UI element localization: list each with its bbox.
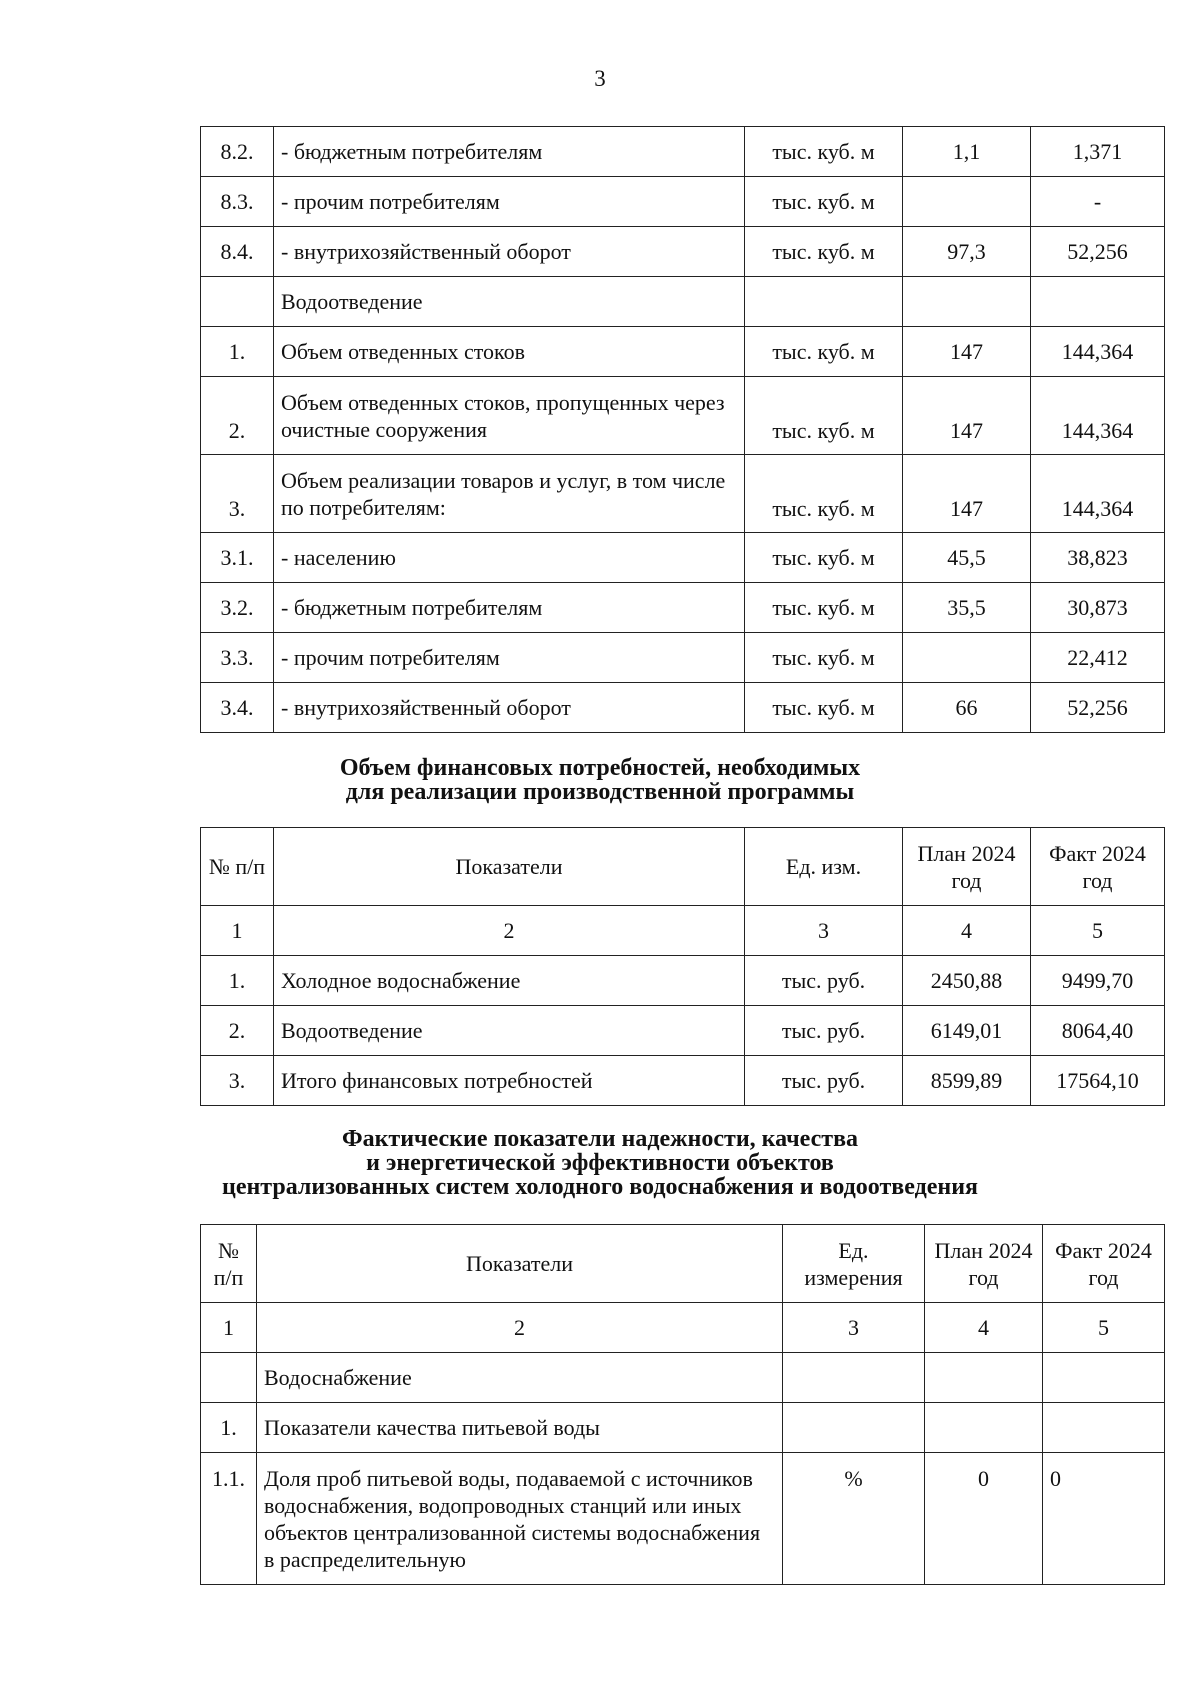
unit-cell	[783, 1353, 925, 1403]
index-row	[201, 906, 1165, 956]
row-number: 3.	[201, 455, 274, 533]
heading-line: и энергетической эффективности объектов	[366, 1150, 834, 1176]
fact-value: 17564,10	[1031, 1056, 1165, 1106]
index-cell: 3	[783, 1303, 925, 1353]
fact-value: 144,364	[1031, 377, 1165, 455]
table-row	[201, 683, 1165, 733]
row-number: 1.	[201, 1403, 257, 1453]
plan-value: 35,5	[903, 583, 1031, 633]
plan-value	[925, 1353, 1043, 1403]
fact-value: 8064,40	[1031, 1006, 1165, 1056]
section-name: Водоснабжение	[257, 1353, 783, 1403]
table-row	[201, 177, 1165, 227]
table-row	[201, 227, 1165, 277]
index-cell: 5	[1031, 906, 1165, 956]
plan-value: 6149,01	[903, 1006, 1031, 1056]
reliability-indicators-table	[200, 1224, 1165, 1585]
table-row	[201, 1353, 1165, 1403]
table-row	[201, 1006, 1165, 1056]
fact-value: 22,412	[1031, 633, 1165, 683]
section-name: Водоотведение	[274, 277, 745, 327]
fact-value: 38,823	[1031, 533, 1165, 583]
unit-cell: тыс. куб. м	[745, 455, 903, 533]
fact-value	[1043, 1403, 1165, 1453]
plan-value	[903, 177, 1031, 227]
header-plan: План 2024 год	[925, 1225, 1043, 1303]
row-number: 8.4.	[201, 227, 274, 277]
fact-value: 52,256	[1031, 683, 1165, 733]
table-row	[201, 277, 1165, 327]
table-header-row	[201, 1225, 1165, 1303]
page-number: 3	[594, 66, 606, 91]
index-cell: 2	[257, 1303, 783, 1353]
fact-value: 1,371	[1031, 127, 1165, 177]
plan-value: 1,1	[903, 127, 1031, 177]
unit-cell: тыс. куб. м	[745, 177, 903, 227]
indicator-name: - населению	[274, 533, 745, 583]
unit-cell: %	[783, 1453, 925, 1585]
unit-cell: тыс. куб. м	[745, 533, 903, 583]
row-number: 3.1.	[201, 533, 274, 583]
fact-value: 9499,70	[1031, 956, 1165, 1006]
row-number: 1.	[201, 956, 274, 1006]
index-cell: 4	[903, 906, 1031, 956]
heading-line: Фактические показатели надежности, качества	[341, 1126, 859, 1152]
row-number: 8.2.	[201, 127, 274, 177]
unit-cell: тыс. куб. м	[745, 127, 903, 177]
unit-cell: тыс. куб. м	[745, 633, 903, 683]
indicator-name: Объем отведенных стоков, пропущенных через очистные сооружения	[274, 377, 745, 455]
header-num: № п/п	[201, 828, 274, 906]
heading-line: для реализации производственной программы	[345, 779, 855, 805]
unit-cell: тыс. куб. м	[745, 327, 903, 377]
indicator-name: Объем отведенных стоков	[274, 327, 745, 377]
financial-needs-heading	[0, 756, 1200, 804]
plan-value	[903, 277, 1031, 327]
row-number: 1.	[201, 327, 274, 377]
indicator-name: - прочим потребителям	[274, 633, 745, 683]
fact-value	[1031, 277, 1165, 327]
indicator-name: Холодное водоснабжение	[274, 956, 745, 1006]
indicator-name: - внутрихозяйственный оборот	[274, 227, 745, 277]
index-cell: 2	[274, 906, 745, 956]
index-cell: 3	[745, 906, 903, 956]
index-row	[201, 1303, 1165, 1353]
unit-cell: тыс. куб. м	[745, 377, 903, 455]
fact-value	[1043, 1353, 1165, 1403]
plan-value	[903, 633, 1031, 683]
fact-value: 144,364	[1031, 327, 1165, 377]
table-row	[201, 633, 1165, 683]
row-number: 3.4.	[201, 683, 274, 733]
row-number: 2.	[201, 1006, 274, 1056]
index-cell: 4	[925, 1303, 1043, 1353]
heading-line: Объем финансовых потребностей, необходимых	[339, 755, 861, 781]
indicator-name: Объем реализации товаров и услуг, в том числе по потребителям:	[274, 455, 745, 533]
plan-value: 147	[903, 377, 1031, 455]
header-fact: Факт 2024 год	[1031, 828, 1165, 906]
indicator-name: - бюджетным потребителям	[274, 127, 745, 177]
plan-value: 8599,89	[903, 1056, 1031, 1106]
unit-cell: тыс. руб.	[745, 956, 903, 1006]
table-row	[201, 1453, 1165, 1585]
table-row	[201, 583, 1165, 633]
row-number: 2.	[201, 377, 274, 455]
index-cell: 5	[1043, 1303, 1165, 1353]
index-cell: 1	[201, 1303, 257, 1353]
fact-value: 0	[1043, 1453, 1165, 1585]
fact-value: 30,873	[1031, 583, 1165, 633]
heading-line: централизованных систем холодного водоснабжения и водоотведения	[221, 1174, 979, 1200]
indicator-name: Показатели качества питьевой воды	[257, 1403, 783, 1453]
fact-value: -	[1031, 177, 1165, 227]
row-number: 3.2.	[201, 583, 274, 633]
plan-value: 2450,88	[903, 956, 1031, 1006]
indicator-name: - прочим потребителям	[274, 177, 745, 227]
unit-cell	[783, 1403, 925, 1453]
fact-value: 144,364	[1031, 455, 1165, 533]
header-plan: План 2024 год	[903, 828, 1031, 906]
table-row	[201, 327, 1165, 377]
row-number: 1.1.	[201, 1453, 257, 1585]
unit-cell: тыс. куб. м	[745, 683, 903, 733]
table-row	[201, 455, 1165, 533]
fact-value: 52,256	[1031, 227, 1165, 277]
financial-needs-table	[200, 827, 1165, 1106]
header-name: Показатели	[257, 1225, 783, 1303]
plan-value: 147	[903, 455, 1031, 533]
plan-value: 147	[903, 327, 1031, 377]
table-row	[201, 1403, 1165, 1453]
index-cell: 1	[201, 906, 274, 956]
indicator-name: - внутрихозяйственный оборот	[274, 683, 745, 733]
table-row	[201, 533, 1165, 583]
table-row	[201, 1056, 1165, 1106]
header-unit: Ед. изм.	[745, 828, 903, 906]
header-unit: Ед. измерения	[783, 1225, 925, 1303]
header-fact: Факт 2024 год	[1043, 1225, 1165, 1303]
table-header-row	[201, 828, 1165, 906]
plan-value: 45,5	[903, 533, 1031, 583]
table-row	[201, 956, 1165, 1006]
indicator-name: - бюджетным потребителям	[274, 583, 745, 633]
row-number: 3.3.	[201, 633, 274, 683]
row-number: 3.	[201, 1056, 274, 1106]
plan-value: 66	[903, 683, 1031, 733]
row-number	[201, 1353, 257, 1403]
row-number: 8.3.	[201, 177, 274, 227]
indicator-name: Итого финансовых потребностей	[274, 1056, 745, 1106]
table-row	[201, 127, 1165, 177]
unit-cell: тыс. куб. м	[745, 227, 903, 277]
table-row	[201, 377, 1165, 455]
row-number	[201, 277, 274, 327]
volumes-table	[200, 126, 1165, 733]
header-name: Показатели	[274, 828, 745, 906]
indicator-name: Водоотведение	[274, 1006, 745, 1056]
plan-value	[925, 1403, 1043, 1453]
unit-cell: тыс. руб.	[745, 1006, 903, 1056]
plan-value: 0	[925, 1453, 1043, 1585]
indicator-name: Доля проб питьевой воды, подаваемой с источников водоснабжения, водопроводных станций или иных объектов централизованной системы водоснабжения в распределительную	[257, 1453, 783, 1585]
header-num: № п/п	[201, 1225, 257, 1303]
reliability-indicators-heading	[0, 1127, 1200, 1199]
unit-cell: тыс. куб. м	[745, 583, 903, 633]
unit-cell: тыс. руб.	[745, 1056, 903, 1106]
unit-cell	[745, 277, 903, 327]
plan-value: 97,3	[903, 227, 1031, 277]
